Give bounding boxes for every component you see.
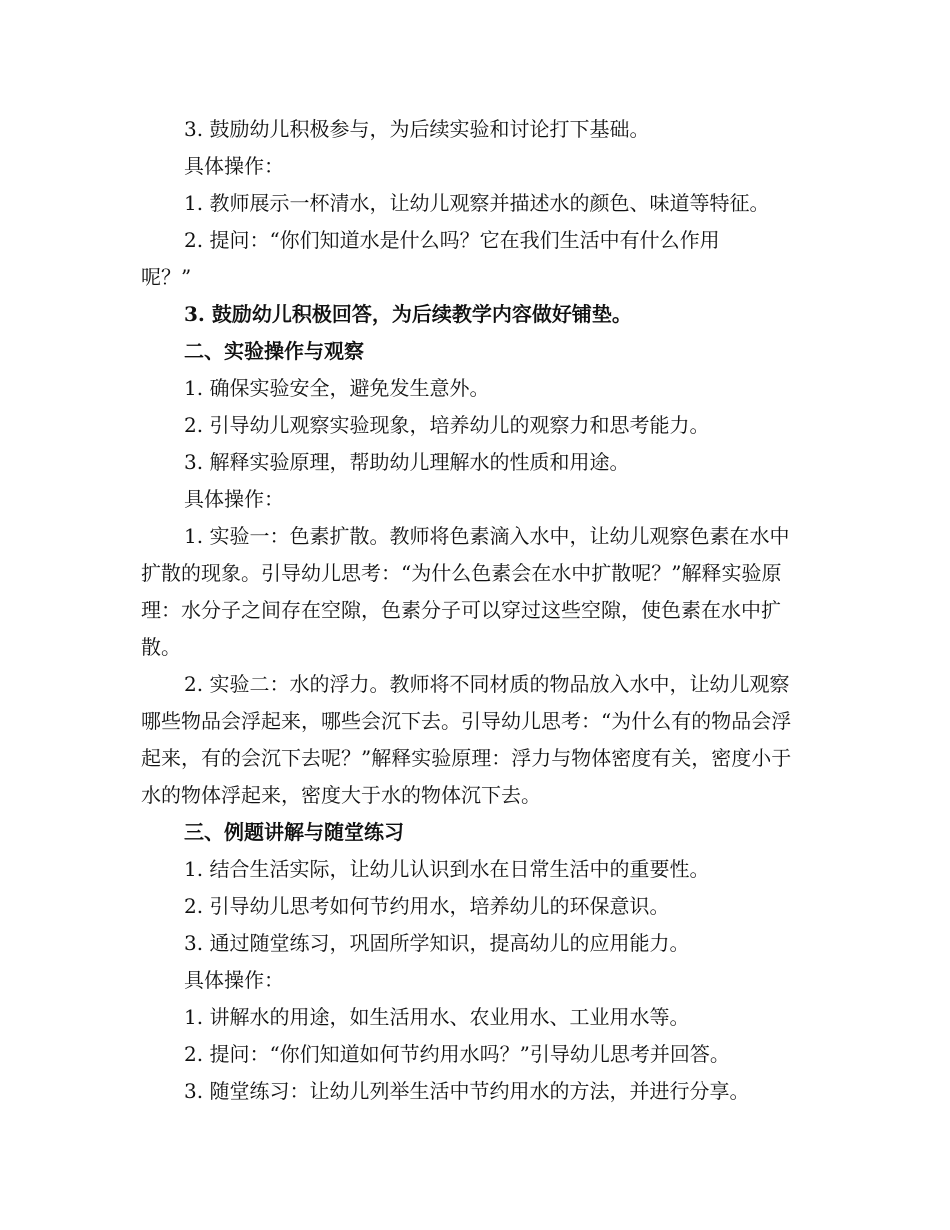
paragraph-bold: 3. 鼓励幼儿积极回答，为后续教学内容做好铺垫。: [184, 302, 632, 326]
paragraph-continuation: 呢？”: [141, 265, 192, 289]
paragraph: 2. 提问：“你们知道如何节约用水吗？”引导幼儿思考并回答。: [184, 1042, 730, 1066]
paragraph: 1. 结合生活实际，让幼儿认识到水在日常生活中的重要性。: [184, 857, 710, 881]
paragraph: 1. 确保实验安全，避免发生意外。: [184, 376, 490, 400]
section-heading: 三、例题讲解与随堂练习: [184, 820, 404, 844]
paragraph: 2. 提问：“你们知道水是什么吗？它在我们生活中有什么作用: [184, 228, 720, 252]
experiment-paragraph: 1. 实验一：色素扩散。教师将色素滴入水中，让幼儿观察色素在水中扩散的现象。引导幼儿思考：“为什么色素会在水中扩散呢？”解释实验原理：水分子之间存在空隙，色素分子可以穿过这些空隙，使色素在水中扩散。: [141, 524, 790, 659]
paragraph: 1. 教师展示一杯清水，让幼儿观察并描述水的颜色、味道等特征。: [184, 191, 770, 215]
paragraph: 3. 通过随堂练习，巩固所学知识，提高幼儿的应用能力。: [184, 931, 690, 955]
paragraph: 3. 鼓励幼儿积极参与，为后续实验和讨论打下基础。: [184, 117, 650, 141]
paragraph: 3. 随堂练习：让幼儿列举生活中节约用水的方法，并进行分享。: [184, 1079, 750, 1103]
subheading-operations: 具体操作：: [184, 487, 284, 511]
subheading-operations: 具体操作：: [184, 968, 284, 992]
paragraph: 1. 讲解水的用途，如生活用水、农业用水、工业用水等。: [184, 1005, 690, 1029]
paragraph: 3. 解释实验原理，帮助幼儿理解水的性质和用途。: [184, 450, 630, 474]
subheading-operations: 具体操作：: [184, 154, 284, 178]
experiment-paragraph: 2. 实验二：水的浮力。教师将不同材质的物品放入水中，让幼儿观察哪些物品会浮起来，哪些会沉下去。引导幼儿思考：“为什么有的物品会浮起来，有的会沉下去呢？”解释实验原理：浮力与物体密度有关，密度小于水的物体浮起来，密度大于水的物体沉下去。: [141, 672, 792, 807]
section-heading: 二、实验操作与观察: [184, 339, 364, 363]
paragraph: 2. 引导幼儿思考如何节约用水，培养幼儿的环保意识。: [184, 894, 670, 918]
document-body: [141, 111, 821, 1110]
paragraph: 2. 引导幼儿观察实验现象，培养幼儿的观察力和思考能力。: [184, 413, 710, 437]
